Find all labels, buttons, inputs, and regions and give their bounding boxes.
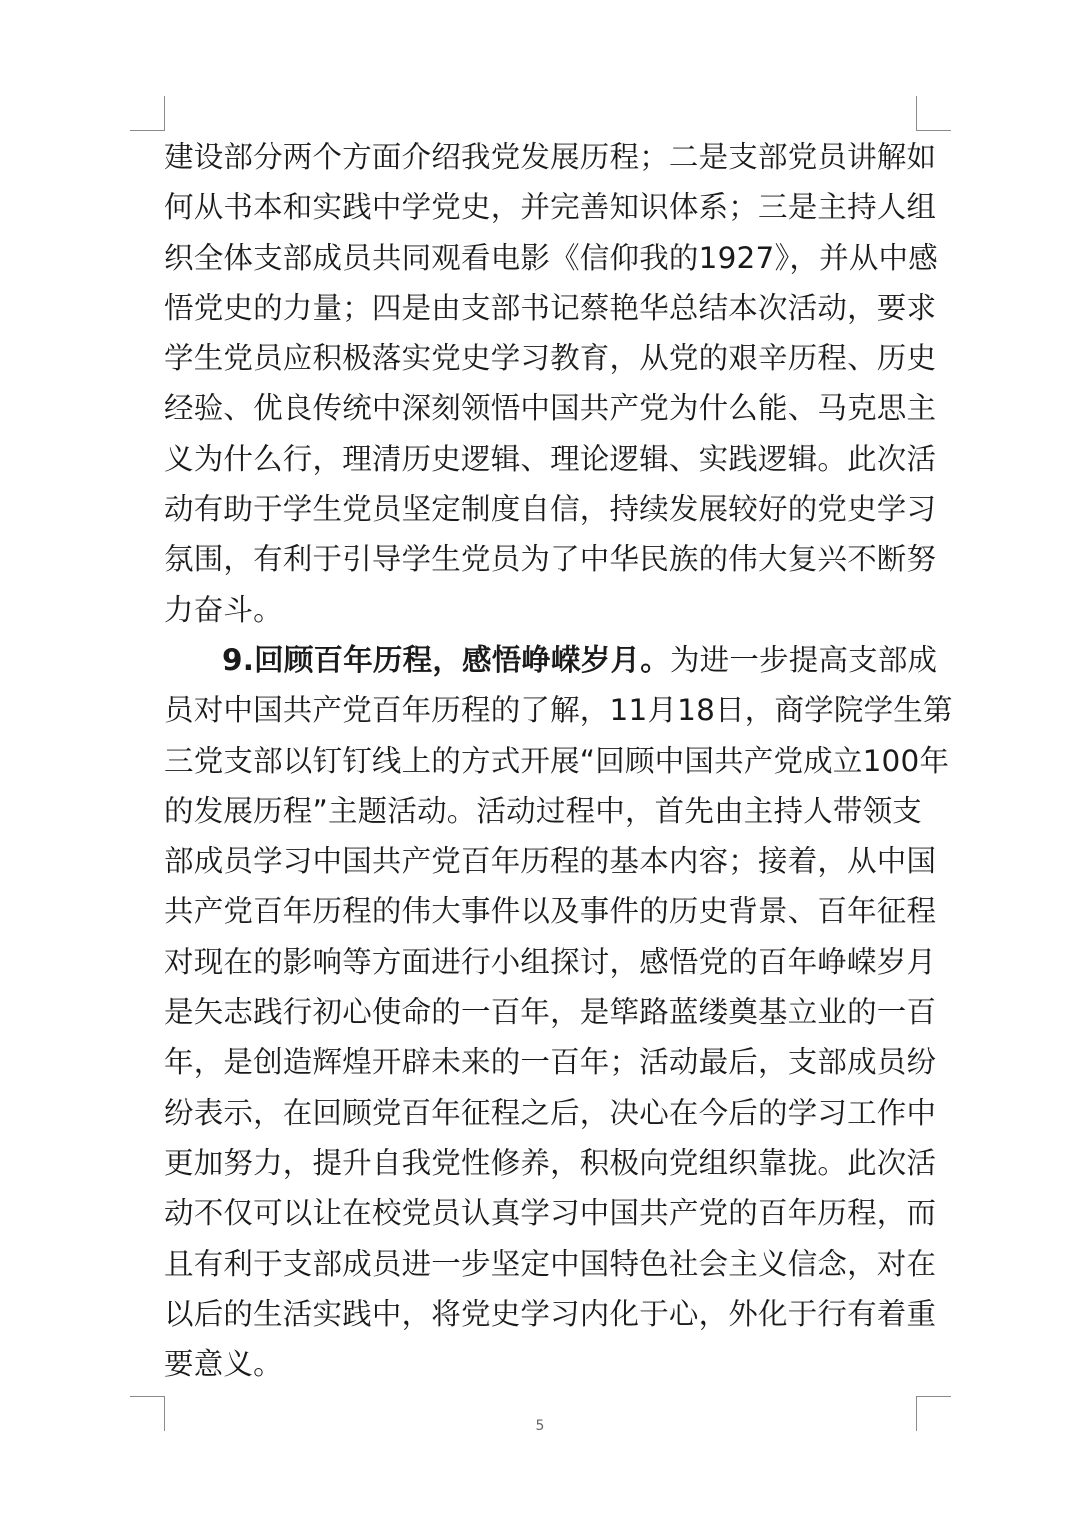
text-line: 以后的生活实践中，将党史学习内化于心，外化于行有着重	[164, 1296, 937, 1331]
text-line: 建设部分两个方面介绍我党发展历程；二是支部党员讲解如	[164, 140, 937, 174]
text-line: 年，是创造辉煌开辟未来的一百年；活动最后，支部成员纷	[164, 1045, 937, 1080]
text-line: 且有利于支部成员进一步坚定中国特色社会主义信念，对在	[164, 1246, 937, 1281]
section-9-heading: 9.回顾百年历程，感悟峥嵘岁月。	[222, 642, 670, 677]
text-line: 悟党史的力量；四是由支部书记蔡艳华总结本次活动，要求	[164, 290, 937, 325]
text-line: 动不仅可以让在校党员认真学习中国共产党的百年历程，而	[164, 1196, 937, 1231]
page-number: 5	[535, 1418, 545, 1434]
text-line: 经验、优良传统中深刻领悟中国共产党为什么能、马克思主	[164, 391, 937, 426]
text-line: 对现在的影响等方面进行小组探讨，感悟党的百年峥嵘岁月	[164, 944, 937, 979]
section-9-paragraph	[164, 635, 953, 1389]
text-line: 要意义。	[164, 1347, 283, 1382]
text-line: 动有助于学生党员坚定制度自信，持续发展较好的党史学习	[164, 492, 937, 527]
text-line: 三党支部以钉钉线上的方式开展“回顾中国共产党成立100年	[164, 743, 950, 778]
text-line: 氛围，有利于引导学生党员为了中华民族的伟大复兴不断努	[164, 542, 937, 577]
paragraph-continued	[164, 132, 938, 635]
section-9-first-line-text: 为进一步提高支部成	[669, 642, 938, 677]
text-line: 部成员学习中国共产党百年历程的基本内容；接着，从中国	[164, 844, 937, 879]
document-body	[164, 132, 953, 1389]
section-9-first-line	[164, 635, 938, 685]
text-line: 义为什么行，理清历史逻辑、理论逻辑、实践逻辑。此次活	[164, 441, 937, 476]
text-line: 何从书本和实践中学党史，并完善知识体系；三是主持人组	[164, 190, 937, 225]
text-line: 学生党员应积极落实党史学习教育，从党的艰辛历程、历史	[164, 341, 937, 376]
text-line: 共产党百年历程的伟大事件以及事件的历史背景、百年征程	[164, 894, 937, 929]
text-line: 更加努力，提升自我党性修养，积极向党组织靠拢。此次活	[164, 1145, 937, 1180]
text-line: 的发展历程”主题活动。活动过程中，首先由主持人带领支	[164, 793, 922, 828]
text-line: 是矢志践行初心使命的一百年，是筚路蓝缕奠基立业的一百	[164, 995, 937, 1030]
crop-mark-top-left	[130, 96, 165, 131]
text-line: 织全体支部成员共同观看电影《信仰我的1927》，并从中感	[164, 240, 938, 275]
crop-mark-top-right	[916, 96, 951, 131]
text-line: 纷表示，在回顾党百年征程之后，决心在今后的学习工作中	[164, 1095, 937, 1130]
text-line: 员对中国共产党百年历程的了解，11月18日，商学院学生第	[164, 693, 953, 728]
text-line: 力奋斗。	[164, 592, 283, 627]
